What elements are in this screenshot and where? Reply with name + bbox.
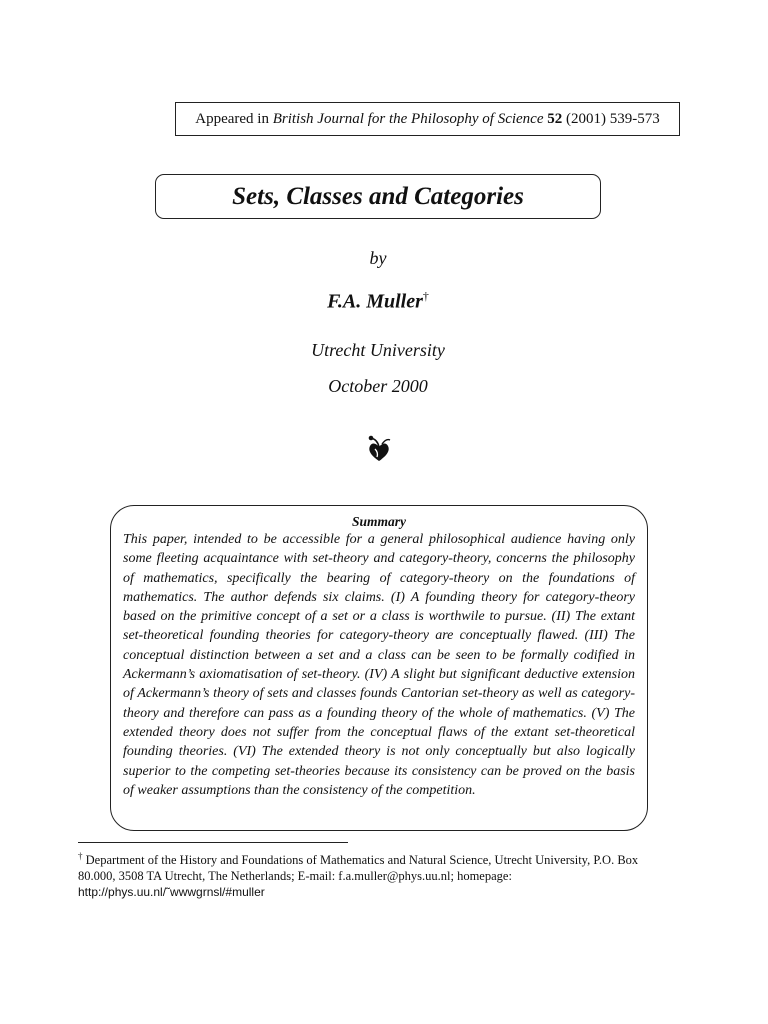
paper-date: October 2000 bbox=[328, 376, 428, 396]
appeared-prefix: Appeared in bbox=[195, 110, 269, 127]
summary-heading: Summary bbox=[351, 514, 406, 529]
homepage-link[interactable]: http://phys.uu.nl/˜wwwgrnsl/#muller bbox=[78, 885, 265, 900]
author-name: F.A. Muller bbox=[327, 290, 423, 313]
fleuron-icon bbox=[365, 432, 393, 462]
author-footnote-mark: † bbox=[422, 289, 429, 303]
summary-box bbox=[110, 505, 648, 831]
year-pages: (2001) 539-573 bbox=[566, 110, 660, 127]
paper-title: Sets, Classes and Categories bbox=[232, 182, 524, 210]
footnote-rule bbox=[78, 842, 348, 843]
journal-name: British Journal for the Philosophy of Science bbox=[272, 110, 544, 127]
footnote-text: Department of the History and Foundations of Mathematics and Natural Science, Utrecht University, P.O. Box 80.000, 3508 TA Utrecht, The Netherlands; E-mail: f.a.muller@phys.uu.nl; homepage: bbox=[78, 853, 639, 884]
footnote bbox=[78, 848, 678, 900]
affiliation: Utrecht University bbox=[311, 340, 445, 360]
publication-note bbox=[175, 102, 680, 136]
title-box bbox=[155, 174, 601, 219]
byline: by bbox=[369, 248, 387, 268]
summary-text: This paper, intended to be accessible for a general philosophical audience having only some fleeting acquaintance with set-theory and category-theory, concerns the philosophy of mathematics, specifically the bearing of category-theory on the foundations of mathematics. The author defends six claims. (I) A founding theory for category-theory based on the primitive concept of a set or a class is worthwile to pursue. (II) The extant set-theoretical founding theories for category-theory are conceptually flawed. (III) The conceptual distinction between a set and a class can be seen to be formally codified in Ackermann’s axiomatisation of set-theory. (IV) A slight but significant deductive extension of Ackermann’s theory of sets and classes founds Cantorian set-theory as well as category-theory and therefore can pass as a founding theory of the whole of mathematics. (V) The extended theory does not suffer from the conceptual flaws of the extant set-theoretical founding theories. (VI) The extended theory is not only conceptually but also logically superior to the competing set-theories because its consistency can be proved on the basis of weaker assumptions than the consistency of the competition. bbox=[123, 532, 635, 798]
footnote-mark: † bbox=[78, 851, 83, 861]
author bbox=[0, 289, 756, 314]
journal-volume: 52 bbox=[547, 110, 563, 127]
